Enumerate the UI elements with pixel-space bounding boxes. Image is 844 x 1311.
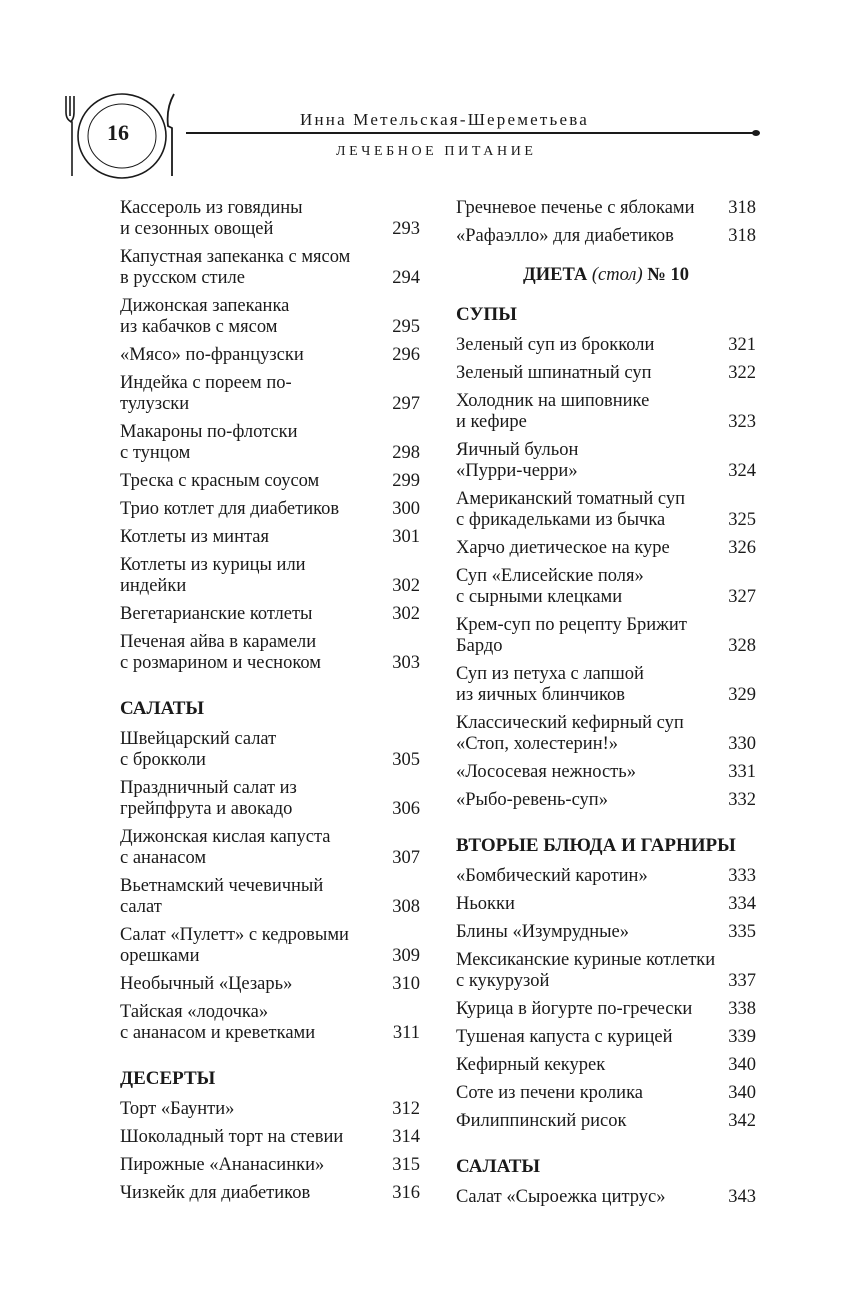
toc-entry-title: Соте из печени кролика xyxy=(456,1083,643,1103)
toc-entry-title: Котлеты из минтая xyxy=(120,527,270,547)
toc-entry-page: 302 xyxy=(392,604,420,624)
toc-entry-page: 327 xyxy=(728,587,756,607)
toc-entry xyxy=(456,1027,756,1048)
toc-entry xyxy=(456,335,756,356)
toc-entry xyxy=(120,555,420,597)
toc-entry xyxy=(456,1111,756,1132)
toc-entry-page: 309 xyxy=(392,946,420,966)
toc-entry xyxy=(120,373,420,415)
toc-entry-page: 307 xyxy=(392,848,420,868)
toc-entry-title: Капустная запеканка с мясом в русском стиле xyxy=(120,247,351,288)
toc-entry-page: 314 xyxy=(392,1127,420,1147)
toc-entry-title: Дижонская запеканка из кабачков с мясом xyxy=(120,296,290,337)
toc-entry-title: «Мясо» по-французски xyxy=(120,345,304,365)
toc-entry xyxy=(456,664,756,706)
toc-entry xyxy=(456,762,756,783)
toc-entry-title: «Рыбо-ревень-суп» xyxy=(456,790,608,810)
toc-entry-page: 318 xyxy=(728,226,756,246)
toc-entry-page: 337 xyxy=(728,971,756,991)
toc-entry-page: 316 xyxy=(392,1183,420,1203)
toc-entry-page: 343 xyxy=(728,1187,756,1207)
toc-entry-page: 295 xyxy=(392,317,420,337)
toc-entry-title: Блины «Изумрудные» xyxy=(456,922,630,942)
toc-entry-title: Ньокки xyxy=(456,894,515,914)
toc-entry-title: Суп «Елисейские поля» с сырными клецками xyxy=(456,566,644,607)
toc-entry-title: «Лососевая нежность» xyxy=(456,762,636,782)
section-heading-desserts: ДЕСЕРТЫ xyxy=(120,1068,216,1089)
toc-entry-title: Пирожные «Ананасинки» xyxy=(120,1155,325,1175)
toc-entry xyxy=(120,1155,420,1176)
toc-entry-page: 305 xyxy=(392,750,420,770)
toc-entry-title: Праздничный салат из грейпфрута и авокадо xyxy=(120,778,297,819)
toc-entry-title: Индейка с пореем по- тулузски xyxy=(120,373,292,414)
toc-entry-page: 328 xyxy=(728,636,756,656)
toc-entry-title: Трио котлет для диабетиков xyxy=(120,499,340,519)
toc-entry xyxy=(456,566,756,608)
toc-entry xyxy=(456,440,756,482)
toc-entry-page: 299 xyxy=(392,471,420,491)
toc-entry xyxy=(120,729,420,771)
toc-entry-page: 318 xyxy=(728,198,756,218)
toc-entry-title: Классический кефирный суп «Стоп, холестерин!» xyxy=(456,713,684,754)
book-series: ЛЕЧЕБНОЕ ПИТАНИЕ xyxy=(336,144,537,159)
toc-entry xyxy=(120,876,420,918)
toc-entry-page: 331 xyxy=(728,762,756,782)
toc-entry xyxy=(120,632,420,674)
toc-entry-title: Салат «Сыроежка цитрус» xyxy=(456,1187,666,1207)
toc-entry xyxy=(456,1055,756,1076)
toc-entry-title: Яичный бульон «Пурри-черри» xyxy=(456,440,579,481)
toc-entry xyxy=(120,499,420,520)
toc-entry xyxy=(120,827,420,869)
toc-entry-title: Салат «Пулетт» с кедровыми орешками xyxy=(120,925,349,966)
toc-entry-page: 332 xyxy=(728,790,756,810)
toc-entry-title: Чизкейк для диабетиков xyxy=(120,1183,311,1203)
toc-entry-page: 312 xyxy=(392,1099,420,1119)
toc-entry-page: 323 xyxy=(728,412,756,432)
toc-entry-page: 338 xyxy=(728,999,756,1019)
toc-entry-page: 302 xyxy=(392,576,420,596)
toc-entry-title: Кассероль из говядины и сезонных овощей xyxy=(120,198,303,239)
toc-entry-title: Зеленый суп из брокколи xyxy=(456,335,655,355)
toc-entry-page: 298 xyxy=(392,443,420,463)
toc-entry xyxy=(456,489,756,531)
page-header xyxy=(0,0,844,200)
toc-entry xyxy=(120,1183,420,1204)
toc-entry xyxy=(120,1127,420,1148)
toc-entry-page: 322 xyxy=(728,363,756,383)
toc-entry xyxy=(456,363,756,384)
toc-entry xyxy=(456,999,756,1020)
toc-entry-title: Необычный «Цезарь» xyxy=(120,974,293,994)
toc-entry xyxy=(120,974,420,995)
header-rule xyxy=(186,132,756,134)
toc-entry xyxy=(120,422,420,464)
toc-entry-title: Филиппинский рисок xyxy=(456,1111,627,1131)
toc-entry-title: Вегетарианские котлеты xyxy=(120,604,313,624)
toc-entry-title: Зеленый шпинатный суп xyxy=(456,363,652,383)
toc-entry-page: 306 xyxy=(392,799,420,819)
toc-entry-page: 308 xyxy=(392,897,420,917)
toc-entry xyxy=(456,894,756,915)
toc-entry-page: 340 xyxy=(728,1055,756,1075)
toc-entry-title: Мексиканские куриные котлетки с кукурузой xyxy=(456,950,716,991)
toc-entry xyxy=(120,247,420,289)
toc-entry-page: 326 xyxy=(728,538,756,558)
toc-entry xyxy=(456,198,756,219)
toc-entry xyxy=(456,391,756,433)
toc-entry-title: «Бомбический каротин» xyxy=(456,866,648,886)
toc-entry-page: 329 xyxy=(728,685,756,705)
toc-entry xyxy=(456,1187,756,1208)
toc-entry-page: 294 xyxy=(392,268,420,288)
left-column xyxy=(120,198,420,1211)
toc-entry xyxy=(120,1099,420,1120)
toc-entry-page: 324 xyxy=(728,461,756,481)
toc-entry-page: 340 xyxy=(728,1083,756,1103)
toc-entry-title: Суп из петуха с лапшой из яичных блинчиков xyxy=(456,664,644,705)
toc-entry-page: 296 xyxy=(392,345,420,365)
toc-entry-title: Торт «Баунти» xyxy=(120,1099,235,1119)
toc-entry xyxy=(120,471,420,492)
toc-entry-page: 339 xyxy=(728,1027,756,1047)
toc-entry xyxy=(456,615,756,657)
toc-entry-title: Курица в йогурте по-гречески xyxy=(456,999,693,1019)
toc-entry xyxy=(456,922,756,943)
toc-entry xyxy=(456,950,756,992)
toc-entry-page: 330 xyxy=(728,734,756,754)
toc-entry xyxy=(456,713,756,755)
toc-entry xyxy=(456,790,756,811)
toc-entry xyxy=(120,925,420,967)
toc-entry-title: «Рафаэлло» для диабетиков xyxy=(456,226,674,246)
toc-entry-title: Кефирный кекурек xyxy=(456,1055,606,1075)
page-number: 16 xyxy=(107,120,129,145)
toc-entry-page: 342 xyxy=(728,1111,756,1131)
author-name: Инна Метельская-Шереметьева xyxy=(300,110,590,129)
section-heading-soups: СУПЫ xyxy=(456,304,517,325)
toc-entry-page: 301 xyxy=(392,527,420,547)
toc-entry xyxy=(120,198,420,240)
toc-entry-title: Вьетнамский чечевичный салат xyxy=(120,876,324,917)
toc-entry-page: 297 xyxy=(392,394,420,414)
toc-entry xyxy=(120,604,420,625)
toc-entry-title: Американский томатный суп с фрикадельками из бычка xyxy=(456,489,685,530)
toc-entry xyxy=(120,778,420,820)
section-heading-salads: САЛАТЫ xyxy=(120,698,205,719)
toc-entry-page: 293 xyxy=(392,219,420,239)
toc-entry-title: Тушеная капуста с курицей xyxy=(456,1027,673,1047)
toc-entry-page: 333 xyxy=(728,866,756,886)
toc-entry-title: Харчо диетическое на куре xyxy=(456,538,670,558)
toc-entry-title: Макароны по-флотски с тунцом xyxy=(120,422,298,463)
toc-entry-page: 303 xyxy=(392,653,420,673)
toc-entry-title: Котлеты из курицы или индейки xyxy=(120,555,306,596)
toc-entry xyxy=(456,226,756,247)
toc-entry-page: 334 xyxy=(728,894,756,914)
toc-entry xyxy=(456,538,756,559)
toc-entry-title: Треска с красным соусом xyxy=(120,471,320,491)
toc-entry xyxy=(120,1002,420,1044)
toc-entry-page: 310 xyxy=(392,974,420,994)
toc-entry-title: Крем-суп по рецепту Брижит Бардо xyxy=(456,615,687,656)
toc-entry-page: 300 xyxy=(392,499,420,519)
section-heading-salads-2: САЛАТЫ xyxy=(456,1156,541,1177)
diet-heading: ДИЕТА (стол) № 10 xyxy=(523,265,689,285)
right-column xyxy=(456,198,756,1215)
toc-entry xyxy=(456,866,756,887)
toc-entry xyxy=(120,345,420,366)
toc-entry-title: Холодник на шиповнике и кефире xyxy=(456,391,650,432)
toc-entry-page: 311 xyxy=(392,1023,420,1043)
toc-entry-title: Тайская «лодочка» с ананасом и креветками xyxy=(120,1002,316,1043)
toc-entry-title: Печеная айва в карамели с розмарином и чесноком xyxy=(120,632,321,673)
toc-entry xyxy=(120,527,420,548)
toc-entry-title: Швейцарский салат с брокколи xyxy=(120,729,277,770)
toc-entry-title: Дижонская кислая капуста с ананасом xyxy=(120,827,331,868)
toc-entry-page: 325 xyxy=(728,510,756,530)
toc-entry-page: 321 xyxy=(728,335,756,355)
section-heading-mains: ВТОРЫЕ БЛЮДА И ГАРНИРЫ xyxy=(456,835,736,856)
toc-entry xyxy=(120,296,420,338)
toc-entry-title: Шоколадный торт на стевии xyxy=(120,1127,344,1147)
toc-entry-title: Гречневое печенье с яблоками xyxy=(456,198,695,218)
toc-entry xyxy=(456,1083,756,1104)
toc-entry-page: 335 xyxy=(728,922,756,942)
toc-entry-page: 315 xyxy=(392,1155,420,1175)
